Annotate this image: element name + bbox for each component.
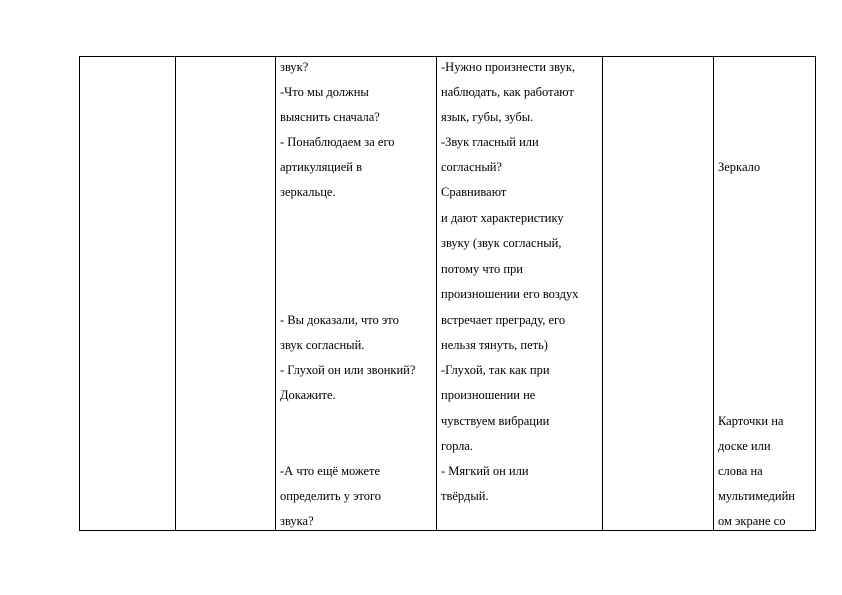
text-line: потому что при [441, 262, 523, 276]
text-line: слова на [718, 464, 763, 478]
text-line: горла. [441, 439, 474, 453]
text-line: согласный? [441, 160, 502, 174]
table-row [80, 57, 816, 531]
cell-stage [80, 57, 176, 531]
text-line: -Нужно произнести звук, [441, 60, 576, 74]
text-line: и дают характеристику [441, 211, 564, 225]
text-line: Сравнивают [441, 185, 507, 199]
text-line: нельзя тянуть, петь) [441, 338, 548, 352]
text-line: чувствуем вибрации [441, 414, 550, 428]
text-line: определить у этого [280, 489, 382, 503]
text-line: - Вы доказали, что это [280, 313, 399, 327]
text-line: произношении не [441, 388, 536, 402]
text-line: звук? [280, 60, 309, 74]
cell-equipment [714, 57, 816, 531]
text-line: - Глухой он или звонкий? [280, 363, 416, 377]
text-line: - Мягкий он или [441, 464, 529, 478]
text-line: Карточки на [718, 414, 784, 428]
text-line: -Что мы должны [280, 85, 369, 99]
equipment-text [714, 57, 815, 530]
text-line: встречает преграду, его [441, 313, 566, 327]
lesson-plan-table [79, 56, 816, 531]
cell-uud [603, 57, 714, 531]
text-line: язык, губы, зубы. [441, 110, 534, 124]
text-line: доске или [718, 439, 771, 453]
text-line: Докажите. [280, 388, 336, 402]
text-line: зеркальце. [280, 185, 336, 199]
text-line: - Понаблюдаем за его [280, 135, 395, 149]
text-line: мультимедийн [718, 489, 795, 503]
text-line: ом экране со [718, 514, 786, 528]
text-line: -А что ещё можете [280, 464, 380, 478]
text-line: артикуляцией в [280, 160, 363, 174]
text-line: выяснить сначала? [280, 110, 380, 124]
text-line: твёрдый. [441, 489, 489, 503]
text-line: -Глухой, так как при [441, 363, 550, 377]
text-line: -Звук гласный или [441, 135, 539, 149]
text-line: звуку (звук согласный, [441, 236, 562, 250]
student-activity-text [437, 57, 602, 530]
text-line: звук согласный. [280, 338, 365, 352]
text-line: Зеркало [718, 160, 761, 174]
cell-goals [176, 57, 276, 531]
cell-teacher-activity [276, 57, 437, 531]
cell-student-activity [437, 57, 603, 531]
teacher-activity-text [276, 57, 436, 530]
text-line: произношении его воздух [441, 287, 579, 301]
text-line: наблюдать, как работают [441, 85, 574, 99]
text-line: звука? [280, 514, 314, 528]
